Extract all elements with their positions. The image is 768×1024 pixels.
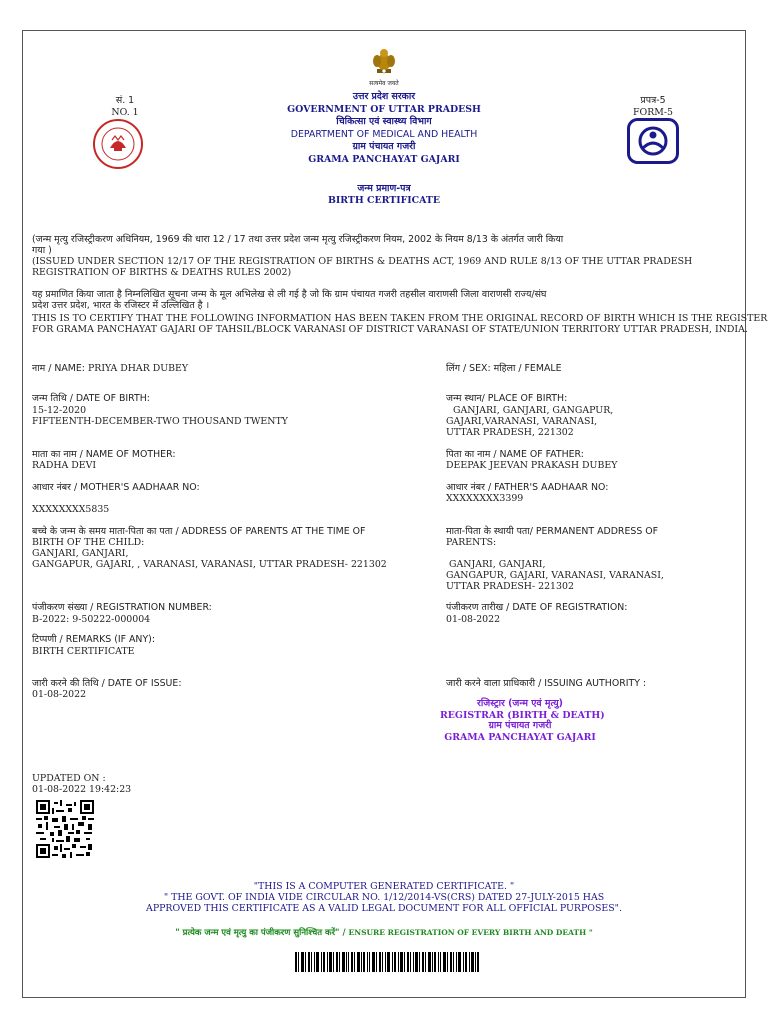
issued-under-en-2: REGISTRATION OF BIRTHS & DEATHS RULES 2002) bbox=[32, 267, 292, 278]
dob-words: FIFTEENTH-DECEMBER-TWO THOUSAND TWENTY bbox=[32, 416, 288, 427]
name-value: PRIYA DHAR DUBEY bbox=[87, 363, 189, 374]
up-government-seal-icon bbox=[92, 118, 144, 170]
father-aadhaar-value: XXXXXXXX3399 bbox=[446, 493, 524, 504]
sex-row bbox=[446, 363, 562, 374]
name-label: नाम / NAME: bbox=[32, 363, 85, 374]
slogan-english: ENSURE REGISTRATION OF EVERY BIRTH AND DEATH " bbox=[348, 928, 593, 937]
name-row bbox=[32, 363, 188, 374]
form-hindi: प्रपत्र-5 bbox=[640, 95, 666, 106]
sex-label: लिंग / SEX: bbox=[446, 363, 491, 374]
dob-value: 15-12-2020 bbox=[32, 405, 87, 416]
mother-label: माता का नाम / NAME OF MOTHER: bbox=[32, 449, 176, 460]
mother-aadhaar-label: आधार नंबर / MOTHER'S AADHAAR NO: bbox=[32, 482, 200, 493]
footer-line-3: APPROVED THIS CERTIFICATE AS A VALID LEGAL DOCUMENT FOR ALL OFFICIAL PURPOSES". bbox=[146, 903, 622, 914]
barcode-icon bbox=[295, 952, 479, 972]
sex-value: महिला / FEMALE bbox=[493, 363, 562, 374]
certificate-title: BIRTH CERTIFICATE bbox=[327, 195, 440, 206]
remarks-value: BIRTH CERTIFICATE bbox=[32, 646, 135, 657]
dob-label: जन्म तिथि / DATE OF BIRTH: bbox=[32, 393, 150, 404]
pob-line-2: GAJARI,VARANASI, VARANASI, bbox=[446, 416, 598, 427]
address-at-birth-label-1: बच्चे के जन्म के समय माता-पिता का पता / ADDRESS OF PARENTS AT THE TIME OF bbox=[32, 526, 366, 537]
registration-date-label: पंजीकरण तारीख / DATE OF REGISTRATION: bbox=[446, 602, 628, 613]
slogan-hindi: " प्रत्येक जन्म एवं मृत्यु का पंजीकरण सुनिश्चित करें" / bbox=[175, 928, 346, 938]
certify-en-2: FOR GRAMA PANCHAYAT GAJARI OF TAHSIL/BLOCK VARANASI OF DISTRICT VARANASI OF STATE/UNION TERRITORY UTTAR PRADESH, INDIA. bbox=[32, 324, 748, 335]
authority-gp-hindi: ग्राम पंचायत गजरी bbox=[488, 720, 552, 731]
certify-en-1: THIS IS TO CERTIFY THAT THE FOLLOWING INFORMATION HAS BEEN TAKEN FROM THE ORIGINAL RECORD OF BIRTH WHICH IS THE REGISTER bbox=[32, 313, 768, 324]
certificate-border bbox=[22, 30, 746, 998]
issue-date-value: 01-08-2022 bbox=[32, 689, 87, 700]
issue-date-label: जारी करने की तिथि / DATE OF ISSUE: bbox=[32, 678, 182, 689]
dept-title: DEPARTMENT OF MEDICAL AND HEALTH bbox=[290, 129, 478, 140]
dept-hindi: चिकित्सा एवं स्वास्थ्य विभाग bbox=[336, 116, 432, 127]
permanent-address-line-3: UTTAR PRADESH- 221302 bbox=[446, 581, 574, 592]
address-at-birth-label-2: BIRTH OF THE CHILD: bbox=[32, 537, 145, 548]
updated-on-label: UPDATED ON : bbox=[32, 773, 106, 784]
pob-line-1: GANJARI, GANJARI, GANGAPUR, bbox=[453, 405, 614, 416]
authority-gp: GRAMA PANCHAYAT GAJARI bbox=[444, 732, 596, 743]
footer-line-1: "THIS IS A COMPUTER GENERATED CERTIFICATE. " bbox=[253, 881, 515, 892]
sr-no: NO. 1 bbox=[111, 107, 139, 118]
father-value: DEEPAK JEEVAN PRAKASH DUBEY bbox=[446, 460, 618, 471]
form-number: FORM-5 bbox=[633, 107, 673, 118]
crs-logo-icon bbox=[627, 118, 679, 164]
issuing-authority-label: जारी करने वाला प्राधिकारी / ISSUING AUTHORITY : bbox=[446, 678, 647, 689]
updated-on-value: 01-08-2022 19:42:23 bbox=[32, 784, 132, 795]
govt-title: GOVERNMENT OF UTTAR PRADESH bbox=[287, 104, 481, 115]
pob-line-3: UTTAR PRADESH, 221302 bbox=[446, 427, 574, 438]
certify-hindi-1: यह प्रमाणित किया जाता है निम्नलिखित सूचना जन्म के मूल अभिलेख से ली गई है जो कि ग्राम पंचायत गजरी तहसील वाराणसी जिला वाराणसी राज्य/संघ bbox=[32, 289, 547, 300]
remarks-label: टिप्पणी / REMARKS (IF ANY): bbox=[32, 634, 155, 645]
registrar-hindi: रजिस्ट्रार (जन्म एवं मृत्यु) bbox=[477, 698, 563, 709]
address-at-birth-line-1: GANJARI, GANJARI, bbox=[32, 548, 129, 559]
registrar-title: REGISTRAR (BIRTH & DEATH) bbox=[440, 710, 605, 721]
national-emblem-icon bbox=[368, 45, 400, 79]
issued-under-hindi-1: (जन्म मृत्यु रजिस्ट्रीकरण अधिनियम, 1969 की धारा 12 / 17 तथा उत्तर प्रदेश जन्म मृत्यु रजिस्ट्रीकरण नियम, 2002 के नियम 8/13 के अंतर्गत जारी किया bbox=[32, 234, 564, 245]
footer-line-2: " THE GOVT. OF INDIA VIDE CIRCULAR NO. 1/12/2014-VS(CRS) DATED 27-JULY-2015 HAS bbox=[163, 892, 605, 903]
permanent-address-label-2: PARENTS: bbox=[446, 537, 497, 548]
permanent-address-line-1: GANJARI, GANJARI, bbox=[449, 559, 546, 570]
certificate-title-hindi: जन्म प्रमाण-पत्र bbox=[357, 183, 411, 194]
permanent-address-label-1: माता-पिता के स्थायी पता/ PERMANENT ADDRESS OF bbox=[446, 526, 659, 537]
gp-hindi: ग्राम पंचायत गजरी bbox=[352, 141, 416, 152]
footer-slogan bbox=[34, 927, 734, 939]
certify-hindi-2: प्रदेश उत्तर प्रदेश, भारत के रजिस्टर में उल्लिखित है । bbox=[32, 300, 210, 311]
qr-code-icon[interactable] bbox=[36, 800, 94, 858]
issued-under-en-1: (ISSUED UNDER SECTION 12/17 OF THE REGISTRATION OF BIRTHS & DEATHS ACT, 1969 AND RULE 8/13 OF THE UTTAR PRADESH bbox=[32, 256, 693, 267]
registration-date-value: 01-08-2022 bbox=[446, 614, 501, 625]
father-aadhaar-label: आधार नंबर / FATHER'S AADHAAR NO: bbox=[446, 482, 609, 493]
govt-hindi: उत्तर प्रदेश सरकार bbox=[352, 91, 416, 102]
issued-under-hindi-2: गया ) bbox=[32, 245, 52, 256]
permanent-address-line-2: GANGAPUR, GAJARI, VARANASI, VARANASI, bbox=[446, 570, 664, 581]
emblem-caption: सत्यमेव जयते bbox=[369, 80, 399, 87]
mother-value: RADHA DEVI bbox=[32, 460, 97, 471]
father-label: पिता का नाम / NAME OF FATHER: bbox=[446, 449, 584, 460]
sr-no-hindi: सं. 1 bbox=[115, 95, 135, 106]
pob-label: जन्म स्थान/ PLACE OF BIRTH: bbox=[446, 393, 568, 404]
registration-number-value: B-2022: 9-50222-000004 bbox=[32, 614, 151, 625]
address-at-birth-line-2: GANGAPUR, GAJARI, , VARANASI, VARANASI, UTTAR PRADESH- 221302 bbox=[32, 559, 387, 570]
mother-aadhaar-value: XXXXXXXX5835 bbox=[32, 504, 110, 515]
gp-title: GRAMA PANCHAYAT GAJARI bbox=[308, 154, 460, 165]
registration-number-label: पंजीकरण संख्या / REGISTRATION NUMBER: bbox=[32, 602, 212, 613]
